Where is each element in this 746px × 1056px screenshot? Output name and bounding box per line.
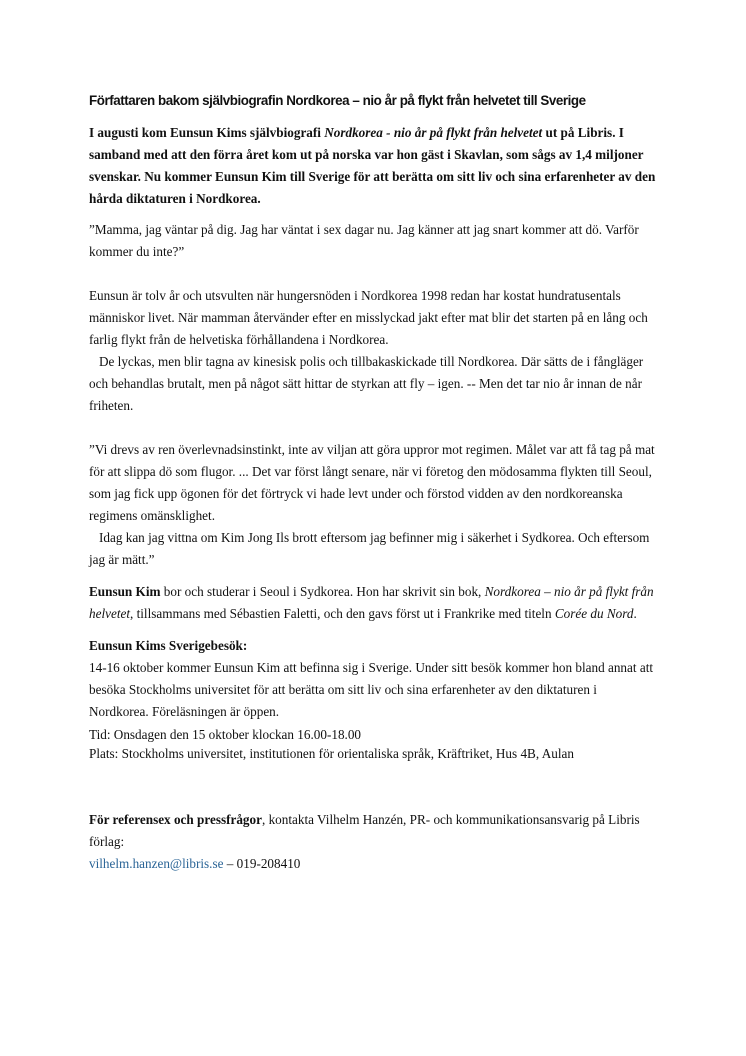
headline: Författaren bakom självbiografin Nordkorea – nio år på flykt från helvetet till Sverige	[89, 93, 586, 108]
visit-heading: Eunsun Kims Sverigebesök:	[89, 638, 248, 653]
contact-description: , kontakta Vilhelm Hanzén, PR- och kommunikationsansvarig på Libris förlag:	[89, 812, 640, 849]
visit-time: Tid: Onsdagen den 15 oktober klockan 16.00-18.00	[89, 727, 362, 742]
opening-quote: ”Mamma, jag väntar på dig. Jag har väntat i sex dagar nu. Jag känner att jag snart kommer att dö. Varför kommer du inte?”	[89, 222, 639, 259]
contact-label: För referensex och pressfrågor	[89, 812, 262, 827]
contact-text	[89, 809, 659, 853]
story-paragraph-1: Eunsun är tolv år och utsvulten när hungersnöden i Nordkorea 1998 redan har kostat hundratusentals människor livet. När mamman återvänder efter en misslyckad jakt efter mat blir det starten på en lång och farlig flykt från de helvetiska förhållandena i Nordkorea.	[89, 288, 648, 347]
contact-section	[89, 809, 659, 875]
quote-paragraph-2: Idag kan jag vittna om Kim Jong Ils brott eftersom jag befinner mig i säkerhet i Sydkorea. Och eftersom jag är mätt.”	[89, 530, 650, 567]
author-bio	[89, 581, 659, 625]
author-text-2: , tillsammans med Sébastien Faletti, och den gavs först ut i Frankrike med titeln	[130, 606, 555, 621]
press-release	[89, 90, 659, 875]
visit-place: Plats: Stockholms universitet, institutionen för orientaliska språk, Kräftriket, Hus 4B, Aulan	[89, 746, 574, 761]
author-book-title: Nordkorea – nio år på flykt från helvetet	[89, 584, 654, 621]
visit-section	[89, 635, 659, 763]
story-paragraph-2: De lyckas, men blir tagna av kinesisk polis och tillbakaskickade till Nordkorea. Där sätts de i fångläger och behandlas brutalt, men på något sätt hittar de styrkan att fly – igen. -- Men det tar nio år innan de når friheten.	[89, 354, 644, 413]
email-link[interactable]: vilhelm.hanzen@libris.se	[89, 856, 224, 871]
contact-line	[89, 853, 659, 875]
lead-book-title: Nordkorea - nio år på flykt från helvetet	[324, 125, 543, 140]
author-text-3: .	[633, 606, 637, 621]
original-title: Corée du Nord	[554, 606, 634, 621]
quote-section	[89, 439, 659, 571]
story-section	[89, 285, 659, 417]
author-name: Eunsun Kim	[89, 584, 161, 599]
quote-paragraph-1: ”Vi drevs av ren överlevnadsinstinkt, inte av viljan att göra uppror mot regimen. Målet var att få tag på mat för att slippa dö som flugor. ... Det var först långt senare, när vi företog den mödosamma flykten till Seoul, som jag fick upp ögonen för det förtryck vi hade levt under och förstod vidden av den nordkoreanska regimens omänsklighet.	[89, 442, 655, 523]
visit-text: 14-16 oktober kommer Eunsun Kim att befinna sig i Sverige. Under sitt besök kommer hon bland annat att besöka Stockholms universitet för att berätta om sitt liv och sina erfarenheter av den diktaturen i Nordkorea. Föreläsningen är öppen.	[89, 660, 654, 719]
phone-number: – 019-208410	[223, 856, 301, 871]
author-text-1: bor och studerar i Seoul i Sydkorea. Hon har skrivit sin bok,	[160, 584, 485, 599]
lead-text-2: ut på Libris. I samband med att den förra året kom ut på norska var hon gäst i Skavlan, som sågs av 1,4 miljoner svenskar. Nu kommer Eunsun Kim till Sverige för att berätta om sitt liv och sina erfarenheter av den hårda diktaturen i Nordkorea.	[89, 125, 656, 206]
lead-paragraph	[89, 122, 659, 210]
lead-text-1: I augusti kom Eunsun Kims självbiografi	[89, 125, 325, 140]
